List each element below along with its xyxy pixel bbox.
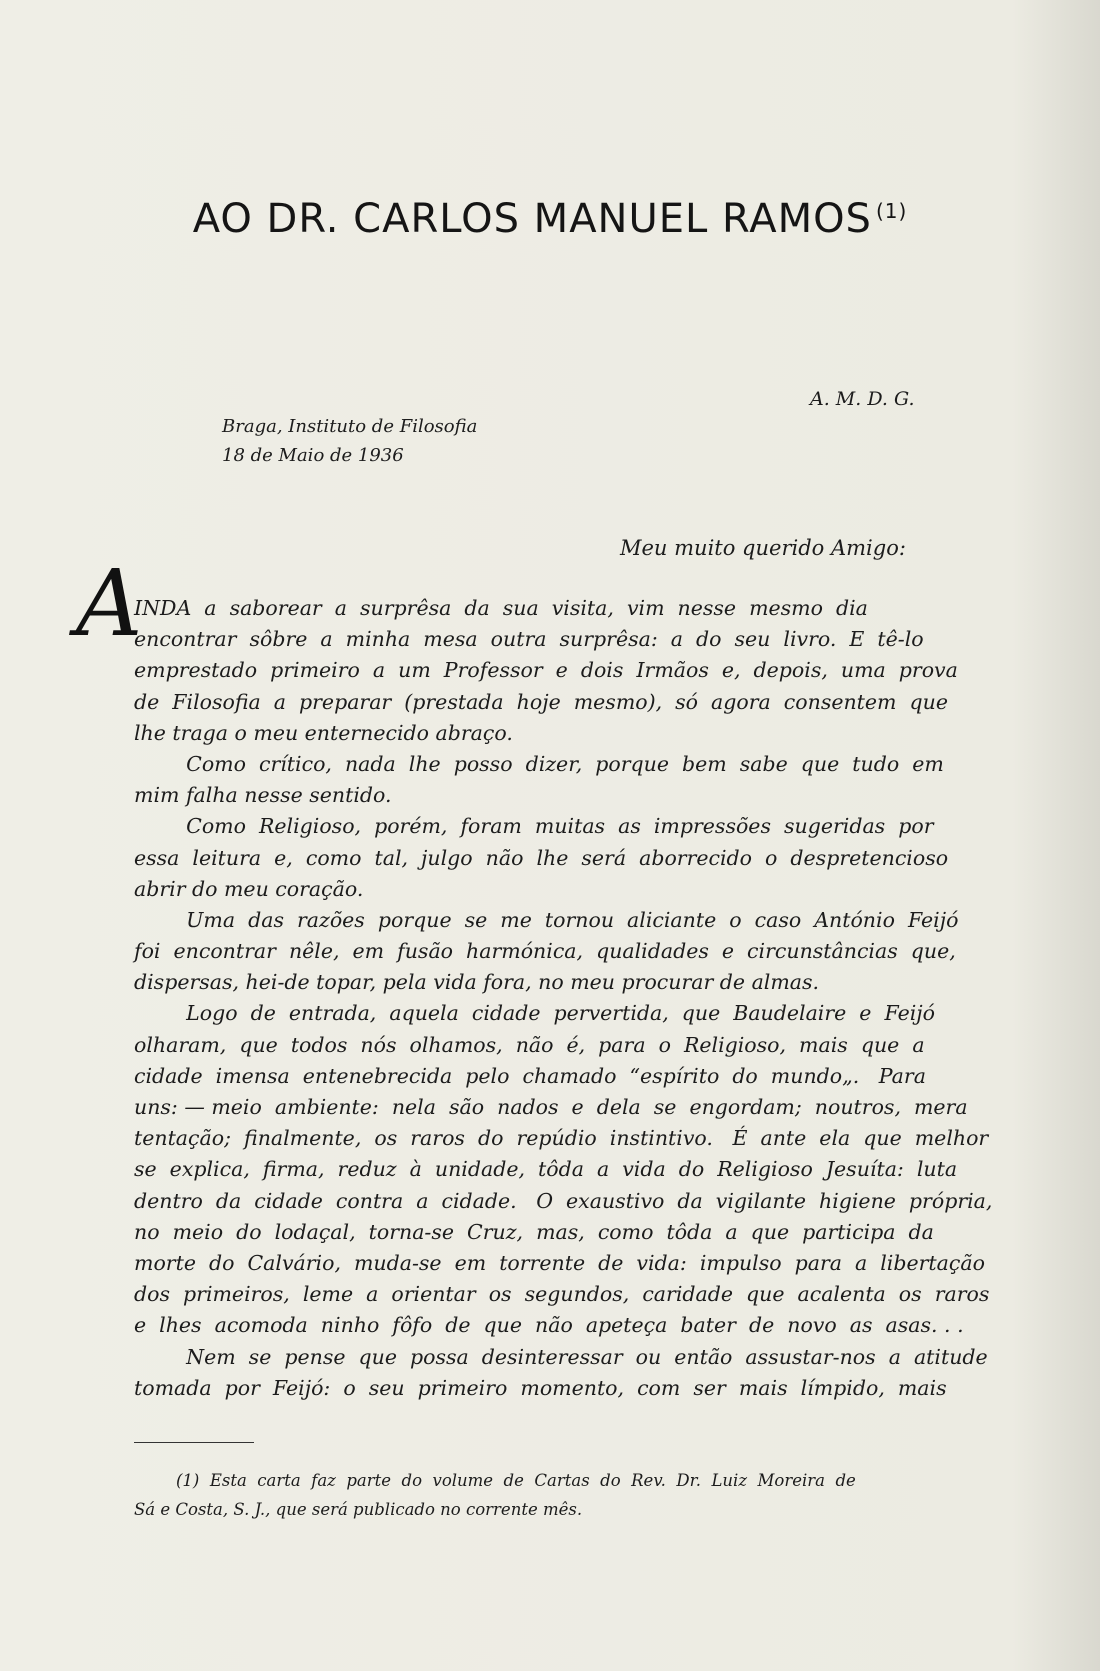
body-line: e lhes acomoda ninho fôfo de que não apeteça bater de novo as asas. . .	[134, 1313, 964, 1338]
body-line: Uma das razões porque se me tornou aliciante o caso António Feijó	[134, 907, 959, 932]
body-line: Logo de entrada, aquela cidade pervertida, que Baudelaire e Feijó	[134, 1001, 935, 1026]
page-title	[0, 196, 1100, 242]
body-line: encontrar sôbre a minha mesa outra surprêsa: a do seu livro. E tê-lo	[134, 627, 924, 652]
footnote-divider	[134, 1442, 254, 1443]
body-line: tomada por Feijó: o seu primeiro momento, com ser mais límpido, mais	[134, 1375, 947, 1400]
body-line: foi encontrar nêle, em fusão harmónica, qualidades e circunstâncias que,	[134, 939, 956, 964]
letter-body	[134, 593, 1014, 1404]
body-line: no meio do lodaçal, torna-se Cruz, mas, como tôda a que participa da	[134, 1219, 934, 1244]
footnote-line: Sá e Costa, S. J., que será publicado no corrente mês.	[134, 1500, 583, 1519]
body-line: dispersas, hei-de topar, pela vida fora, no meu procurar de almas.	[134, 970, 820, 995]
body-line: tentação; finalmente, os raros do repúdio instintivo. É ante ela que melhor	[134, 1126, 989, 1151]
drop-cap: A	[76, 550, 143, 657]
letter-place: Braga, Instituto de Filosofia	[222, 416, 478, 437]
body-line: de Filosofia a preparar (prestada hoje mesmo), só agora consentem que	[134, 689, 948, 714]
footnote	[134, 1466, 1014, 1524]
body-line: essa leitura e, como tal, julgo não lhe será aborrecido o despretencioso	[134, 845, 949, 870]
body-line: emprestado primeiro a um Professor e dois Irmãos e, depois, uma prova	[134, 658, 958, 683]
body-line: abrir do meu coração.	[134, 876, 364, 901]
page-title-text: AO DR. CARLOS MANUEL RAMOS	[192, 196, 872, 242]
body-line: uns: — meio ambiente: nela são nados e dela se engordam; noutros, mera	[134, 1095, 968, 1119]
body-line: Nem se pense que possa desinteressar ou então assustar-nos a atitude	[134, 1344, 988, 1369]
body-line: Como Religioso, porém, foram muitas as impressões sugeridas por	[134, 814, 934, 839]
body-line: lhe traga o meu enternecido abraço.	[134, 720, 513, 745]
body-line: se explica, firma, reduz à unidade, tôda a vida do Religioso Jesuíta: luta	[134, 1157, 958, 1182]
body-line: mim falha nesse sentido.	[134, 783, 392, 808]
letter-salutation: Meu muito querido Amigo:	[620, 536, 906, 560]
footnote-line: (1) Esta carta faz parte do volume de Cartas do Rev. Dr. Luiz Moreira de	[134, 1471, 856, 1490]
body-line: Como crítico, nada lhe posso dizer, porque bem sabe que tudo em	[134, 751, 944, 776]
body-line: cidade imensa entenebrecida pelo chamado “espírito do mundo„. Para	[134, 1063, 926, 1088]
letter-place-date	[222, 412, 477, 470]
body-line: INDA a saborear a surprêsa da sua visita, vim nesse mesmo dia	[134, 596, 868, 620]
body-line: dentro da cidade contra a cidade. O exaustivo da vigilante higiene própria,	[134, 1188, 993, 1213]
body-line: olharam, que todos nós olhamos, não é, para o Religioso, mais que a	[134, 1032, 925, 1057]
body-line: dos primeiros, leme a orientar os segundos, caridade que acalenta os raros	[134, 1282, 990, 1307]
body-line: morte do Calvário, muda-se em torrente de vida: impulso para a libertação	[134, 1250, 985, 1275]
letter-date: 18 de Maio de 1936	[222, 445, 404, 466]
footnote-reference-mark: (1)	[875, 198, 908, 223]
amdg-motto: A. M. D. G.	[810, 388, 915, 410]
